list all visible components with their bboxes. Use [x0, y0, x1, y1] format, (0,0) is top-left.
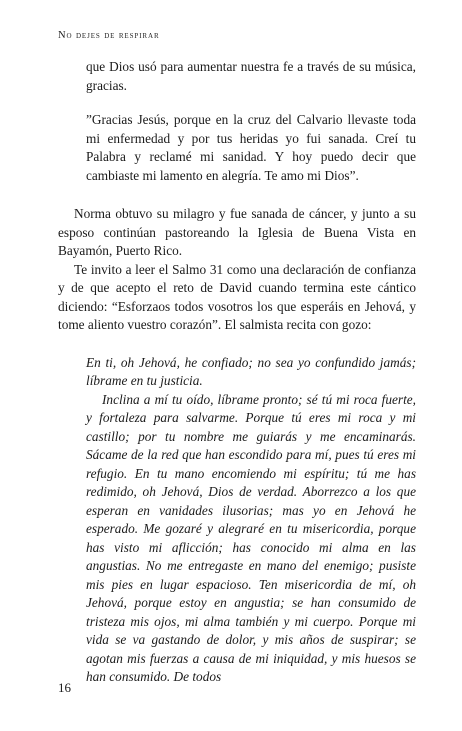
quote-tail: que Dios usó para aumentar nuestra fe a través de su música, gracias. [86, 59, 416, 93]
quote-testimony: ”Gracias Jesús, porque en la cruz del Calvario llevaste toda mi enfermedad y por tus heridas yo fui sanada. Creí tu Palabra y reclamé mi sanidad. Y hoy puedo decir que cambiaste mi lamento en alegría. Te amo mi Dios”. [86, 112, 416, 183]
psalm-verse-1: En ti, oh Jehová, he confiado; no sea yo confundido jamás; líbrame en tu justicia. [86, 354, 416, 388]
paragraph-norma: Norma obtuvo su milagro y fue sanada de cáncer, y junto a su esposo continúan pastoreando la Iglesia de Buena Vista en Bayamón, Puerto Rico. [58, 206, 416, 258]
psalm-verse-2: Inclina a mí tu oído, líbrame pronto; sé tú mi roca fuerte, y fortaleza para salvarme. Porque tú eres mi roca y mi castillo; por tu nombre me guiarás y me encaminarás. Sácame de la red que han escondido para mí, pues tú eres mi refugio. En tu mano encomiendo mi espíritu; tú me has redimido, oh Jehová, Dios de verdad. Aborrezco a los que esperan en vanidades ilusorias; mas yo en Jehová he esperado. Me gozaré y alegraré en tu misericordia, porque has visto mi aflicción; has conocido mi alma en las angustias. No me entregaste en mano del enemigo; pusiste mis pies en lugar espacioso. Ten misericordia de mí, oh Jehová, porque estoy en angustia; se han consumido de tristeza mis ojos, mi alma también y mi cuerpo. Porque mi vida se va gastando de dolor, y mis años de suspirar; se agotan mis fuerzas a causa de mi iniquidad, y mis huesos se han consumido. De todos [86, 391, 416, 684]
running-head: No dejes de respirar [58, 30, 160, 41]
psalm-quote [58, 354, 416, 687]
page-number: 16 [58, 680, 71, 695]
paragraph-invite: Te invito a leer el Salmo 31 como una declaración de confianza y de que acepto el reto de David cuando termina este cántico diciendo: “Esforzaos todos vosotros los que esperáis en Jehová, y tome aliento vuestro corazón”. El salmista recita con gozo: [58, 261, 416, 332]
page-body [58, 58, 416, 687]
